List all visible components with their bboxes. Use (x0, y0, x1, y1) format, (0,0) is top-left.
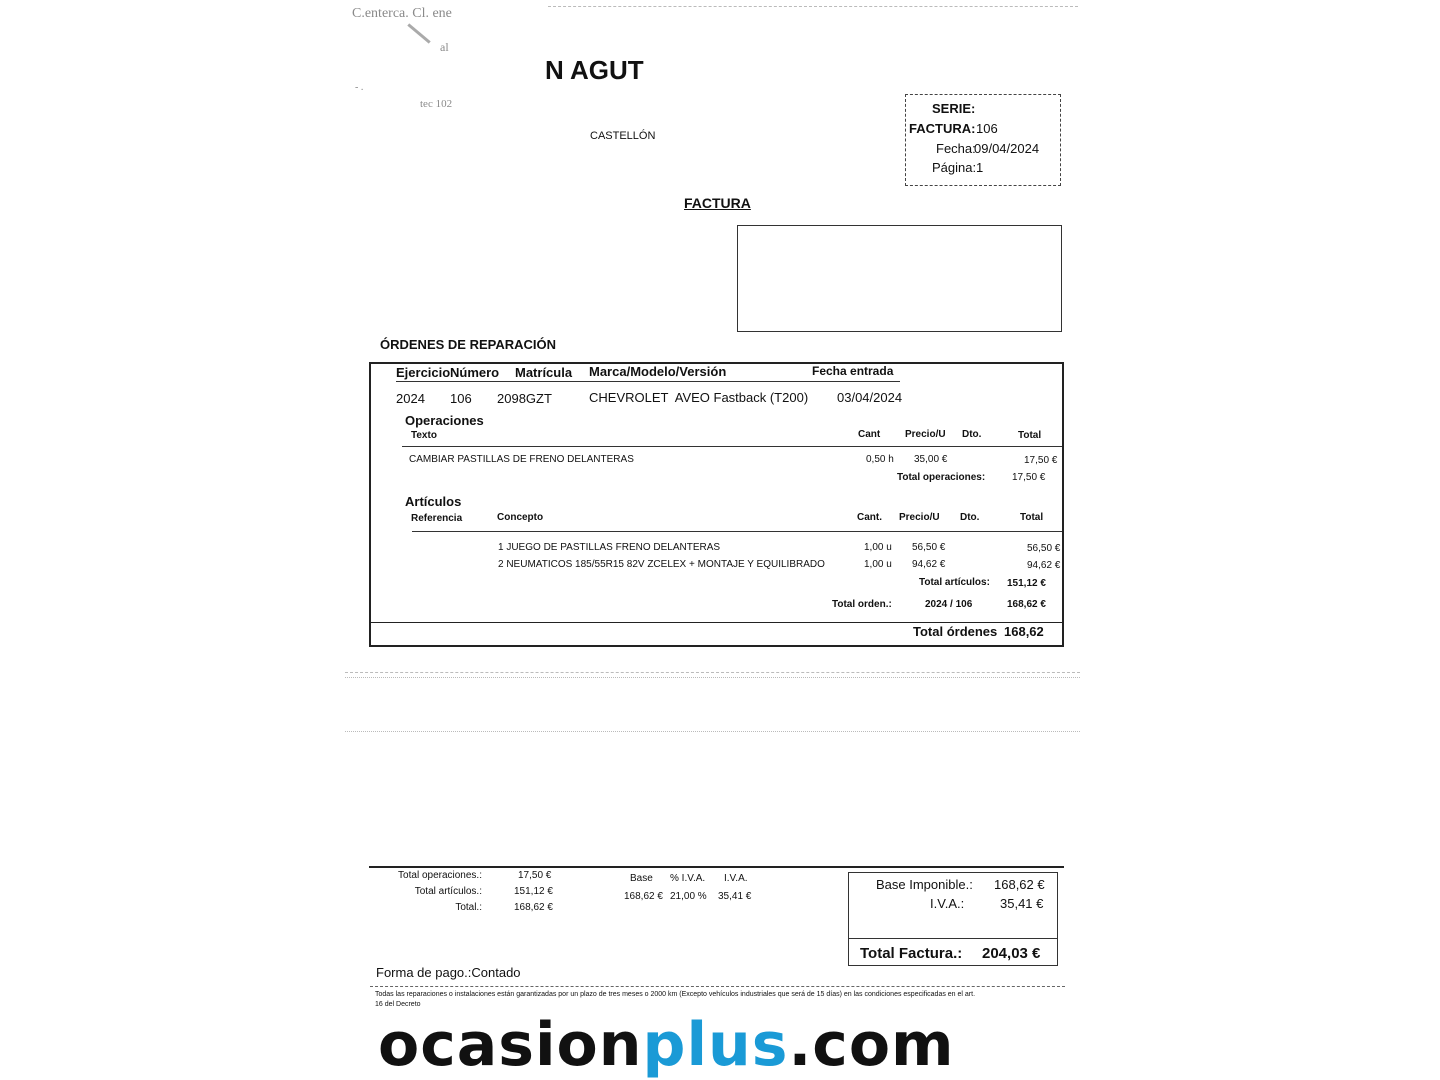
summary-total-label: Total.: (455, 902, 482, 913)
order-ejercicio: 2024 (396, 391, 425, 406)
art-item-concepto: 1 JUEGO DE PASTILLAS FRENO DELANTERAS (498, 542, 721, 553)
base-imponible-value: 168,62 € (994, 877, 1045, 892)
op-item-total: 17,50 € (1024, 455, 1058, 466)
order-numero: 106 (450, 391, 472, 406)
op-col-dto: Dto. (962, 429, 982, 440)
iva-value: 35,41 € (1000, 896, 1044, 911)
order-matricula: 2098GZT (497, 391, 552, 406)
factura-label: FACTURA: (909, 121, 976, 136)
faint-header-sub: al (440, 40, 449, 54)
fecha-label: Fecha: (936, 141, 976, 156)
op-item-texto: CAMBIAR PASTILLAS DE FRENO DELANTERAS (409, 454, 634, 465)
op-col-total: Total (1018, 430, 1042, 441)
serie-label: SERIE: (932, 101, 976, 116)
art-item-cant: 1,00 u (864, 542, 892, 553)
iva-col-pct: % I.V.A. (670, 873, 706, 884)
summary-total-articulos-value: 151,12 € (514, 886, 553, 897)
col-matricula: Matrícula (515, 365, 573, 380)
total-factura-value: 204,03 € (982, 945, 1041, 962)
summary-rule (369, 866, 1064, 868)
col-numero: Número (450, 365, 500, 380)
iva-pct-value: 21,00 % (670, 891, 707, 902)
orders-header-rule (396, 381, 900, 382)
legal-rule (370, 986, 1065, 987)
art-col-dto: Dto. (960, 512, 980, 523)
document-title: FACTURA (684, 195, 751, 211)
scan-divider (345, 731, 1080, 732)
art-item-total: 56,50 € (1027, 543, 1061, 554)
logo-part-accent: plus (642, 1010, 789, 1080)
col-fecha-entrada: Fecha entrada (812, 364, 894, 378)
total-ordenes-value: 168,62 (1004, 624, 1044, 639)
faint-header-text: C.enterca. Cl. ene (352, 6, 452, 21)
summary-total-operaciones-label: Total operaciones.: (398, 870, 482, 881)
art-total-value: 151,12 € (1007, 578, 1046, 589)
art-col-precio: Precio/U (899, 512, 940, 523)
orders-total-divider (371, 622, 1062, 623)
total-ordenes-label: Total órdenes (913, 624, 998, 639)
pagina-value: 1 (976, 160, 984, 175)
iva-col-base: Base (630, 873, 653, 884)
operaciones-title: Operaciones (405, 413, 484, 428)
art-item-concepto: 2 NEUMATICOS 185/55R15 82V ZCELEX + MONTAJE Y EQUILIBRADO (498, 559, 825, 570)
order-marca: CHEVROLET AVEO Fastback (T200) (589, 390, 809, 405)
iva-col-iva: I.V.A. (724, 873, 748, 884)
art-col-concepto: Concepto (497, 512, 544, 523)
op-col-cant: Cant (858, 429, 881, 440)
art-total-label: Total artículos: (919, 577, 990, 588)
order-fecha: 03/04/2024 (837, 390, 903, 405)
faint-header-sub: tec 102 (420, 98, 453, 110)
summary-total-articulos-label: Total artículos.: (414, 886, 482, 897)
articulos-title: Artículos (405, 494, 462, 509)
art-item-precio: 94,62 € (912, 559, 946, 570)
op-item-cant: 0,50 h (866, 454, 894, 465)
art-col-cant: Cant. (857, 512, 882, 523)
op-total-value: 17,50 € (1012, 472, 1046, 483)
factura-number: 106 (976, 121, 998, 136)
op-total-label: Total operaciones: (897, 472, 986, 483)
legal-text: Todas las reparaciones o instalaciones están garantizadas por un plazo de tres meses o 2000 km (Excepto vehículos industriales que será de 15 días) en las condiciones especificadas en el art. (375, 991, 976, 998)
scan-divider (345, 672, 1080, 673)
scan-divider (548, 6, 1078, 7)
company-city: CASTELLÓN (590, 130, 656, 142)
scan-divider (345, 677, 1080, 678)
art-header-rule (412, 531, 1062, 532)
art-item-total: 94,62 € (1027, 560, 1061, 571)
total-orden-ref: 2024 / 106 (925, 599, 973, 610)
legal-text-2: 16 del Decreto (375, 1001, 421, 1008)
logo-part: .com (788, 1010, 955, 1080)
art-item-precio: 56,50 € (912, 542, 946, 553)
forma-pago: Forma de pago.:Contado (376, 965, 521, 980)
fecha-value: 09/04/2024 (974, 141, 1040, 156)
ocasionplus-logo (378, 1010, 1068, 1080)
op-col-precio: Precio/U (905, 429, 946, 440)
art-item-cant: 1,00 u (864, 559, 892, 570)
summary-total-operaciones-value: 17,50 € (518, 870, 552, 881)
total-orden-label: Total orden.: (832, 599, 892, 610)
pagina-label: Página: (932, 160, 977, 175)
customer-address-box (737, 225, 1062, 332)
total-factura-label: Total Factura.: (860, 945, 963, 962)
op-col-texto: Texto (411, 430, 437, 441)
scan-mark (407, 23, 430, 43)
company-name: N AGUT (545, 55, 644, 85)
logo-part: ocasion (378, 1010, 643, 1080)
invoice-meta-box (905, 94, 1061, 186)
col-ejercicio: Ejercicio (396, 365, 451, 380)
totals-box-divider (849, 938, 1057, 939)
op-header-rule (402, 446, 1062, 447)
col-marca: Marca/Modelo/Versión (589, 364, 727, 379)
art-col-total: Total (1020, 512, 1044, 523)
iva-amount-value: 35,41 € (718, 891, 752, 902)
op-item-precio: 35,00 € (914, 454, 948, 465)
iva-label: I.V.A.: (930, 896, 965, 911)
total-orden-value: 168,62 € (1007, 599, 1046, 610)
iva-base-value: 168,62 € (624, 891, 663, 902)
faint-header-sub: - . (355, 82, 364, 93)
base-imponible-label: Base Imponible.: (876, 877, 973, 892)
summary-total-value: 168,62 € (514, 902, 553, 913)
orders-section-title: ÓRDENES DE REPARACIÓN (380, 337, 557, 352)
art-col-referencia: Referencia (411, 513, 463, 524)
